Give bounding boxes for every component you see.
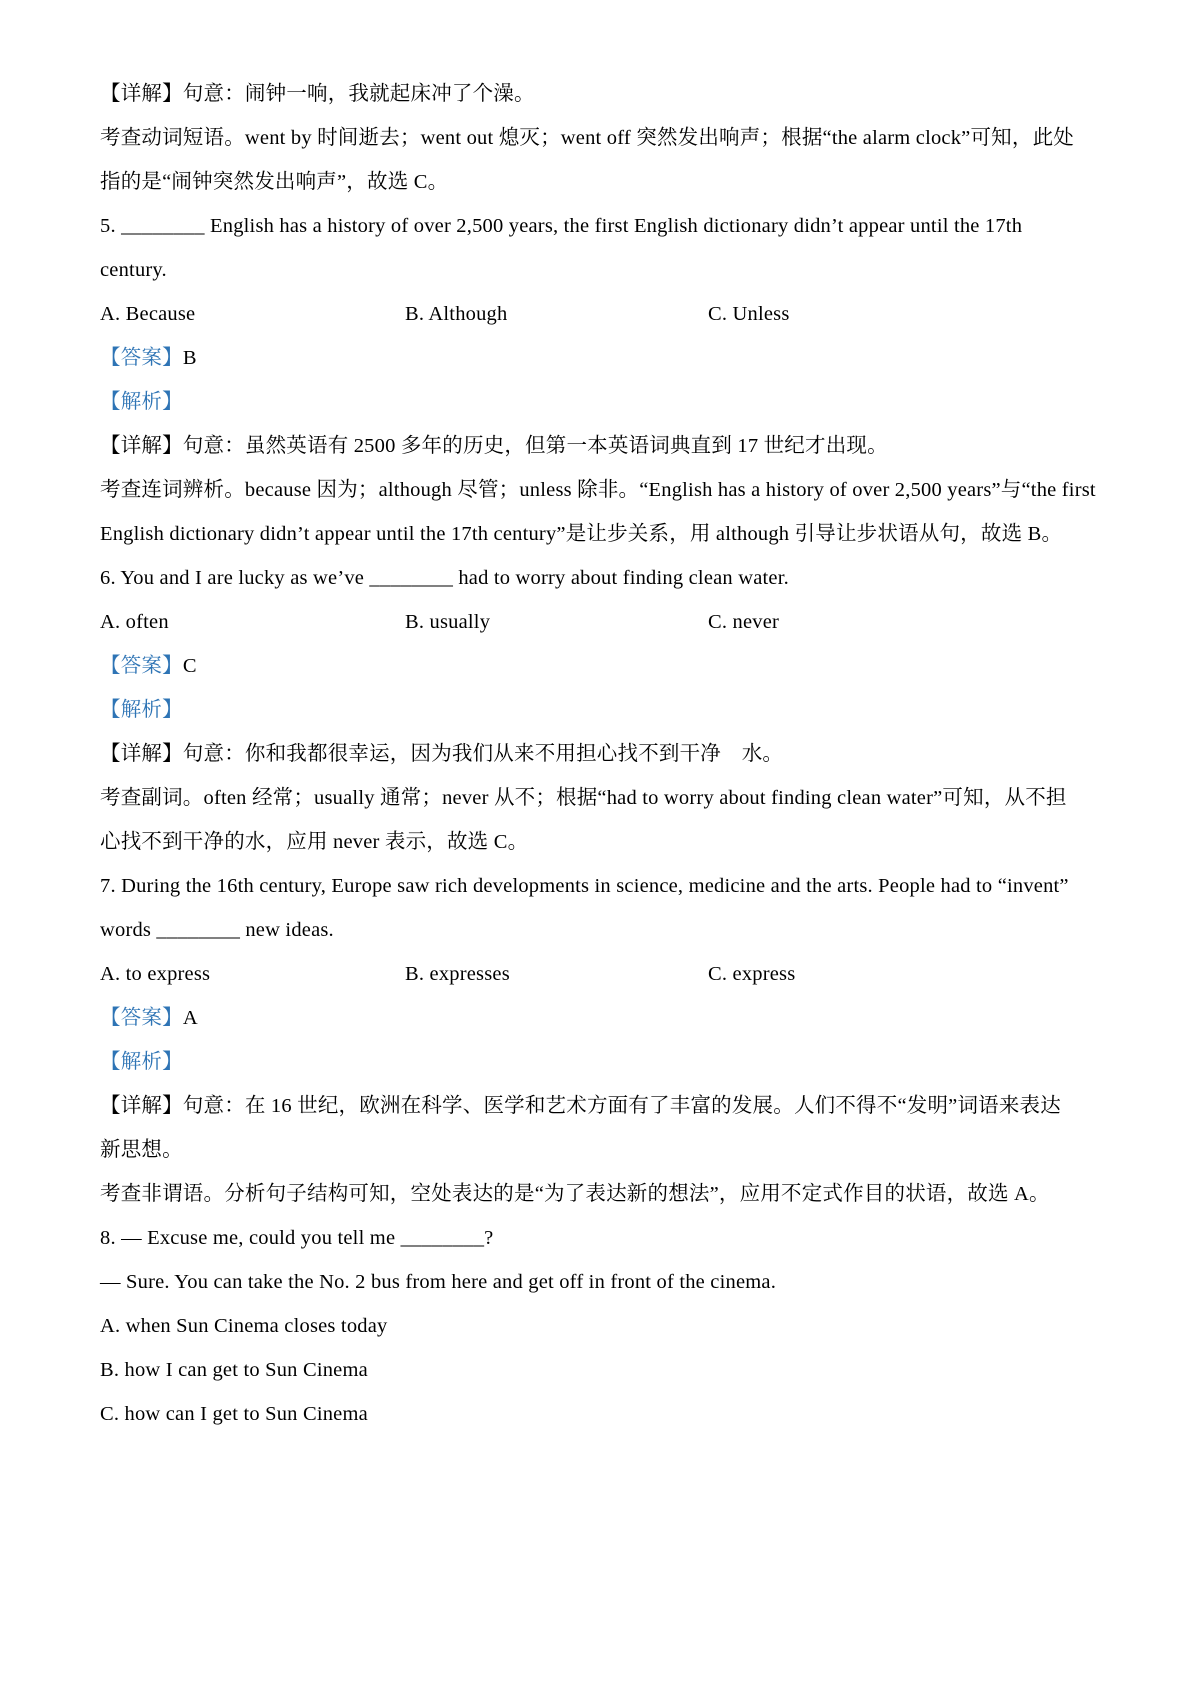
option-b: B. expresses xyxy=(405,963,510,985)
paragraph-line: 考查动词短语。went by 时间逝去；went out 熄灭；went off 突然发出响声；根据“the alarm clock”可知，此处 xyxy=(100,127,1074,149)
analysis-line xyxy=(100,688,1102,732)
paragraph-line: B. how I can get to Sun Cinema xyxy=(100,1359,368,1381)
options-row xyxy=(100,952,1102,996)
answer-marker: 【答案】 xyxy=(100,655,183,677)
paragraph-line: 考查非谓语。分析句子结构可知，空处表达的是“为了表达新的想法”，应用不定式作目的状语，故选 A。 xyxy=(100,1183,1050,1205)
answer-line xyxy=(100,336,1102,380)
analysis-line xyxy=(100,380,1102,424)
paragraph-line: 考查副词。often 经常；usually 通常；never 从不；根据“had to worry about finding clean water”可知，从不担 xyxy=(100,787,1067,809)
paragraph-line: century. xyxy=(100,259,167,281)
paragraph-line: 【详解】句意：你和我都很幸运，因为我们从来不用担心找不到干净 水。 xyxy=(100,743,784,765)
option-b: B. usually xyxy=(405,611,491,633)
paragraph-line: C. how can I get to Sun Cinema xyxy=(100,1403,368,1425)
answer-value: A xyxy=(182,1007,198,1029)
options-row xyxy=(100,292,1102,336)
options-row xyxy=(100,600,1102,644)
analysis-marker: 【解析】 xyxy=(100,699,183,721)
option-b: B. Although xyxy=(405,303,508,325)
analysis-marker: 【解析】 xyxy=(100,391,183,413)
paragraph-line: 8. — Excuse me, could you tell me ________? xyxy=(100,1227,494,1249)
paragraph-line: English dictionary didn’t appear until the 17th century”是让步关系，用 although 引导让步状语从句，故选 B。 xyxy=(100,523,1063,545)
paragraph-line: — Sure. You can take the No. 2 bus from here and get off in front of the cinema. xyxy=(100,1271,777,1293)
option-a: A. to express xyxy=(100,963,211,985)
option-a: A. often xyxy=(100,611,169,633)
answer-value: C xyxy=(182,655,197,677)
answer-line xyxy=(100,644,1102,688)
paragraph-line: 心找不到干净的水，应用 never 表示，故选 C。 xyxy=(100,831,529,853)
paragraph-line: 【详解】句意：闹钟一响，我就起床冲了个澡。 xyxy=(100,83,535,105)
option-c: C. express xyxy=(708,963,796,985)
paragraph-line: 5. ________ English has a history of over 2,500 years, the first English dictionary didn’t appear until the 17th xyxy=(100,215,1023,237)
answer-line xyxy=(100,996,1102,1040)
paragraph-line: 【详解】句意：在 16 世纪，欧洲在科学、医学和艺术方面有了丰富的发展。人们不得不“发明”词语来表达 xyxy=(100,1095,1061,1117)
answer-value: B xyxy=(182,347,197,369)
option-a: A. Because xyxy=(100,303,196,325)
answer-marker: 【答案】 xyxy=(100,1007,183,1029)
option-c: C. Unless xyxy=(708,303,790,325)
paragraph-line: 考查连词辨析。because 因为；although 尽管；unless 除非。“English has a history of over 2,500 years”与“the first xyxy=(100,479,1096,501)
paragraph-line: A. when Sun Cinema closes today xyxy=(100,1315,388,1337)
paragraph-line: words ________ new ideas. xyxy=(100,919,334,941)
paragraph-line: 指的是“闹钟突然发出响声”，故选 C。 xyxy=(100,171,449,193)
paragraph-line: 【详解】句意：虽然英语有 2500 多年的历史，但第一本英语词典直到 17 世纪才出现。 xyxy=(100,435,888,457)
answer-marker: 【答案】 xyxy=(100,347,183,369)
analysis-marker: 【解析】 xyxy=(100,1051,183,1073)
analysis-line xyxy=(100,1040,1102,1084)
paragraph-line: 7. During the 16th century, Europe saw rich developments in science, medicine and the arts. People had to “invent” xyxy=(100,875,1069,897)
paragraph-line: 新思想。 xyxy=(100,1139,183,1161)
option-c: C. never xyxy=(708,611,780,633)
paragraph-line: 6. You and I are lucky as we’ve ________ had to worry about finding clean water. xyxy=(100,567,789,589)
